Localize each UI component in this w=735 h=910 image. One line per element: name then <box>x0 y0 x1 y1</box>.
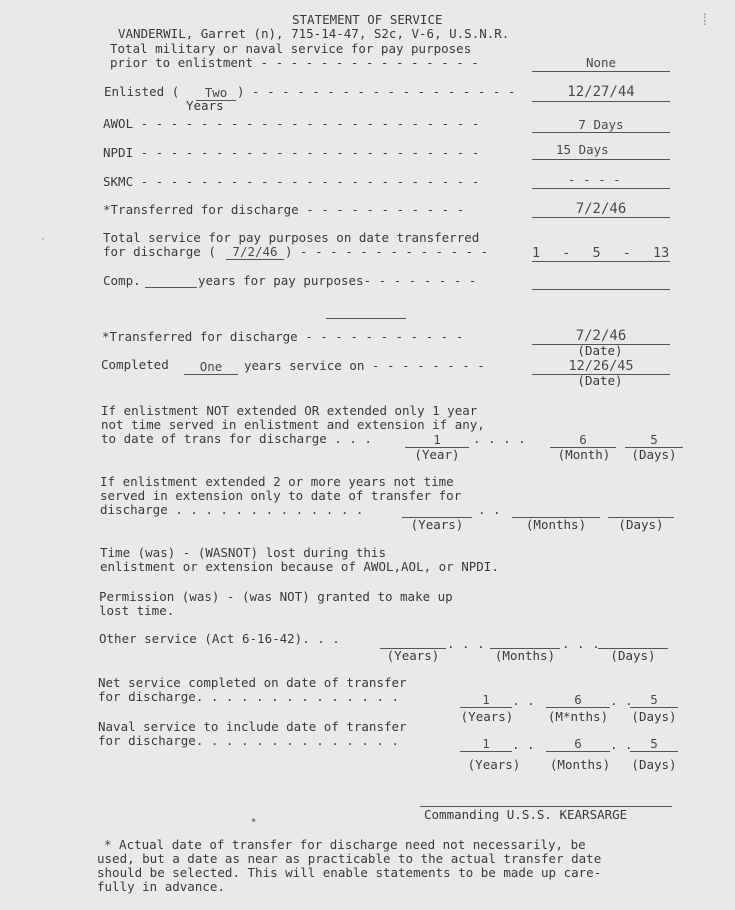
total-service-label-1: Total service for pay purposes on date transferred <box>103 230 480 245</box>
other-service-label: Other service (Act 6-16-42). . . <box>99 631 340 646</box>
net-service-label-1: Net service completed on date of transfer <box>98 675 407 690</box>
net-years-caption: (Years) <box>460 709 514 724</box>
section-divider <box>326 318 406 319</box>
footnote-line-2: used, but a date as near as practicable to the actual transfer date <box>97 851 602 866</box>
net-days-caption: (Days) <box>631 709 677 724</box>
completed-term-underline <box>184 374 238 375</box>
naval-years-caption: (Years) <box>467 757 521 772</box>
total-service-value: 1 - 5 - 13 <box>532 245 670 261</box>
extended-days-caption: (Days) <box>618 517 664 532</box>
npdi-value: 15 Days <box>556 142 609 157</box>
skmc-value: - - - - <box>568 172 621 187</box>
page-edge-mark: ⁞ <box>700 10 710 29</box>
net-months-caption: (M*nths) <box>547 709 609 724</box>
naval-years-underline <box>460 751 512 752</box>
naval-days-caption: (Days) <box>631 757 677 772</box>
completed-date-value: 12/26/45 <box>568 358 634 374</box>
extended-label-1: If enlistment extended 2 or more years not time <box>100 474 454 489</box>
completed-date-caption: (Date) <box>577 373 623 388</box>
total-service-label-2a: for discharge ( <box>103 244 216 259</box>
enlisted-date-underline <box>532 101 670 102</box>
not-extended-label-1: If enlistment NOT extended OR extended only 1 year <box>101 403 478 418</box>
naval-service-label-2: for discharge. . . . . . . . . . . . . . <box>98 733 400 748</box>
naval-years-value: 1 <box>482 736 490 751</box>
naval-days-value: 5 <box>650 736 658 751</box>
other-months-caption: (Months) <box>494 648 556 663</box>
awol-label: AWOL - - - - - - - - - - - - - - - - - - - - - - - <box>103 116 480 131</box>
not-extended-dots: . . . . <box>473 431 526 446</box>
net-years-value: 1 <box>482 692 490 707</box>
awol-underline <box>532 132 670 133</box>
permission-label-1: Permission (was) - (was NOT) granted to make up <box>99 589 453 604</box>
naval-separator-1: . . <box>512 737 535 752</box>
extended-label-3: discharge . . . . . . . . . . . . . <box>100 502 364 517</box>
net-months-underline <box>546 707 610 708</box>
total-service-label-2b: ) - - - - - - - - - - - - - <box>285 244 489 259</box>
transferred2-date-value: 7/2/46 <box>575 328 627 344</box>
prior-service-label-2: prior to enlistment - - - - - - - - - - - - - - - <box>110 55 479 70</box>
prior-service-underline <box>532 71 670 72</box>
not-extended-label-3: to date of trans for discharge . . . <box>101 431 372 446</box>
extended-dots: . . <box>478 502 501 517</box>
naval-days-underline <box>630 751 678 752</box>
scan-speck: · <box>40 234 47 245</box>
naval-months-value: 6 <box>574 736 582 751</box>
enlisted-dashes: ) - - - - - - - - - - - - - - - - - - <box>237 84 516 99</box>
time-lost-label-2: enlistment or extension because of AWOL,AOL, or NPDI. <box>100 559 499 574</box>
total-service-date-underline <box>226 259 284 260</box>
other-days-caption: (Days) <box>610 648 656 663</box>
not-extended-year-value: 1 <box>433 432 441 447</box>
not-extended-label-2: not time served in enlistment and extension if any, <box>101 417 485 432</box>
service-member-header: VANDERWIL, Garret (n), 715-14-47, S2c, V-6, U.S.N.R. <box>118 26 510 41</box>
footnote-line-1: * Actual date of transfer for discharge need not necessarily, be <box>104 837 586 852</box>
npdi-label: NPDI - - - - - - - - - - - - - - - - - - - - - - - <box>103 145 480 160</box>
other-service-dots-2: . . . <box>562 636 600 651</box>
completed-label-a: Completed <box>101 357 169 372</box>
extended-label-2: served in extension only to date of transfer for <box>100 488 462 503</box>
naval-months-underline <box>546 751 610 752</box>
skmc-label: SKMC - - - - - - - - - - - - - - - - - - - - - - - <box>103 174 480 189</box>
not-extended-month-value: 6 <box>579 432 587 447</box>
total-service-underline <box>532 261 670 262</box>
time-lost-label-1: Time (was) - (WASNOT) lost during this <box>100 545 386 560</box>
comp-underline <box>532 289 670 290</box>
net-months-value: 6 <box>574 692 582 707</box>
extended-months-caption: (Months) <box>525 517 587 532</box>
comp-label-b: years for pay purposes- - - - - - - - <box>198 273 477 288</box>
other-years-caption: (Years) <box>386 648 440 663</box>
net-separator-2: . . <box>610 693 633 708</box>
footnote-line-4: fully in advance. <box>97 879 225 894</box>
naval-months-caption: (Months) <box>549 757 611 772</box>
enlisted-date-value: 12/27/44 <box>567 84 635 100</box>
signature-caption: Commanding U.S.S. KEARSARGE <box>424 807 628 822</box>
not-extended-month-caption: (Month) <box>557 447 611 462</box>
scan-speck: • <box>250 814 258 828</box>
prior-service-label-1: Total military or naval service for pay purposes <box>110 41 472 56</box>
naval-separator-2: . . <box>610 737 633 752</box>
skmc-underline <box>532 188 670 189</box>
net-days-value: 5 <box>650 692 658 707</box>
completed-label-b: years service on - - - - - - - - <box>244 358 485 373</box>
transferred2-label: *Transferred for discharge - - - - - - - - - - - <box>102 329 464 344</box>
footnote-line-3: should be selected. This will enable statements to be made up care- <box>97 865 602 880</box>
other-service-dots-1: . . . <box>447 636 485 651</box>
enlisted-label: Enlisted ( <box>104 84 180 99</box>
not-extended-year-caption: (Year) <box>414 447 460 462</box>
comp-years-underline <box>145 287 197 288</box>
comp-label-a: Comp. <box>103 273 141 288</box>
enlisted-term-value: Two <box>204 85 228 100</box>
transferred-label: *Transferred for discharge - - - - - - - - - - - <box>103 202 465 217</box>
not-extended-days-value: 5 <box>650 432 658 447</box>
transferred-date-value: 7/2/46 <box>575 201 627 217</box>
total-service-date: 7/2/46 <box>232 244 278 259</box>
net-days-underline <box>630 707 678 708</box>
document-title: STATEMENT OF SERVICE <box>292 12 443 27</box>
npdi-underline <box>532 159 670 160</box>
naval-service-label-1: Naval service to include date of transfer <box>98 719 407 734</box>
extended-years-caption: (Years) <box>410 517 464 532</box>
prior-service-value: None <box>585 55 617 70</box>
enlisted-years-caption: Years <box>186 98 224 113</box>
transferred2-date-caption: (Date) <box>577 343 623 358</box>
awol-value: 7 Days <box>578 117 624 132</box>
permission-label-2: lost time. <box>99 603 175 618</box>
net-separator-1: . . <box>512 693 535 708</box>
not-extended-days-caption: (Days) <box>631 447 677 462</box>
net-years-underline <box>460 707 512 708</box>
completed-term-value: One <box>199 359 223 374</box>
transferred-underline <box>532 217 670 218</box>
net-service-label-2: for discharge. . . . . . . . . . . . . . <box>98 689 400 704</box>
